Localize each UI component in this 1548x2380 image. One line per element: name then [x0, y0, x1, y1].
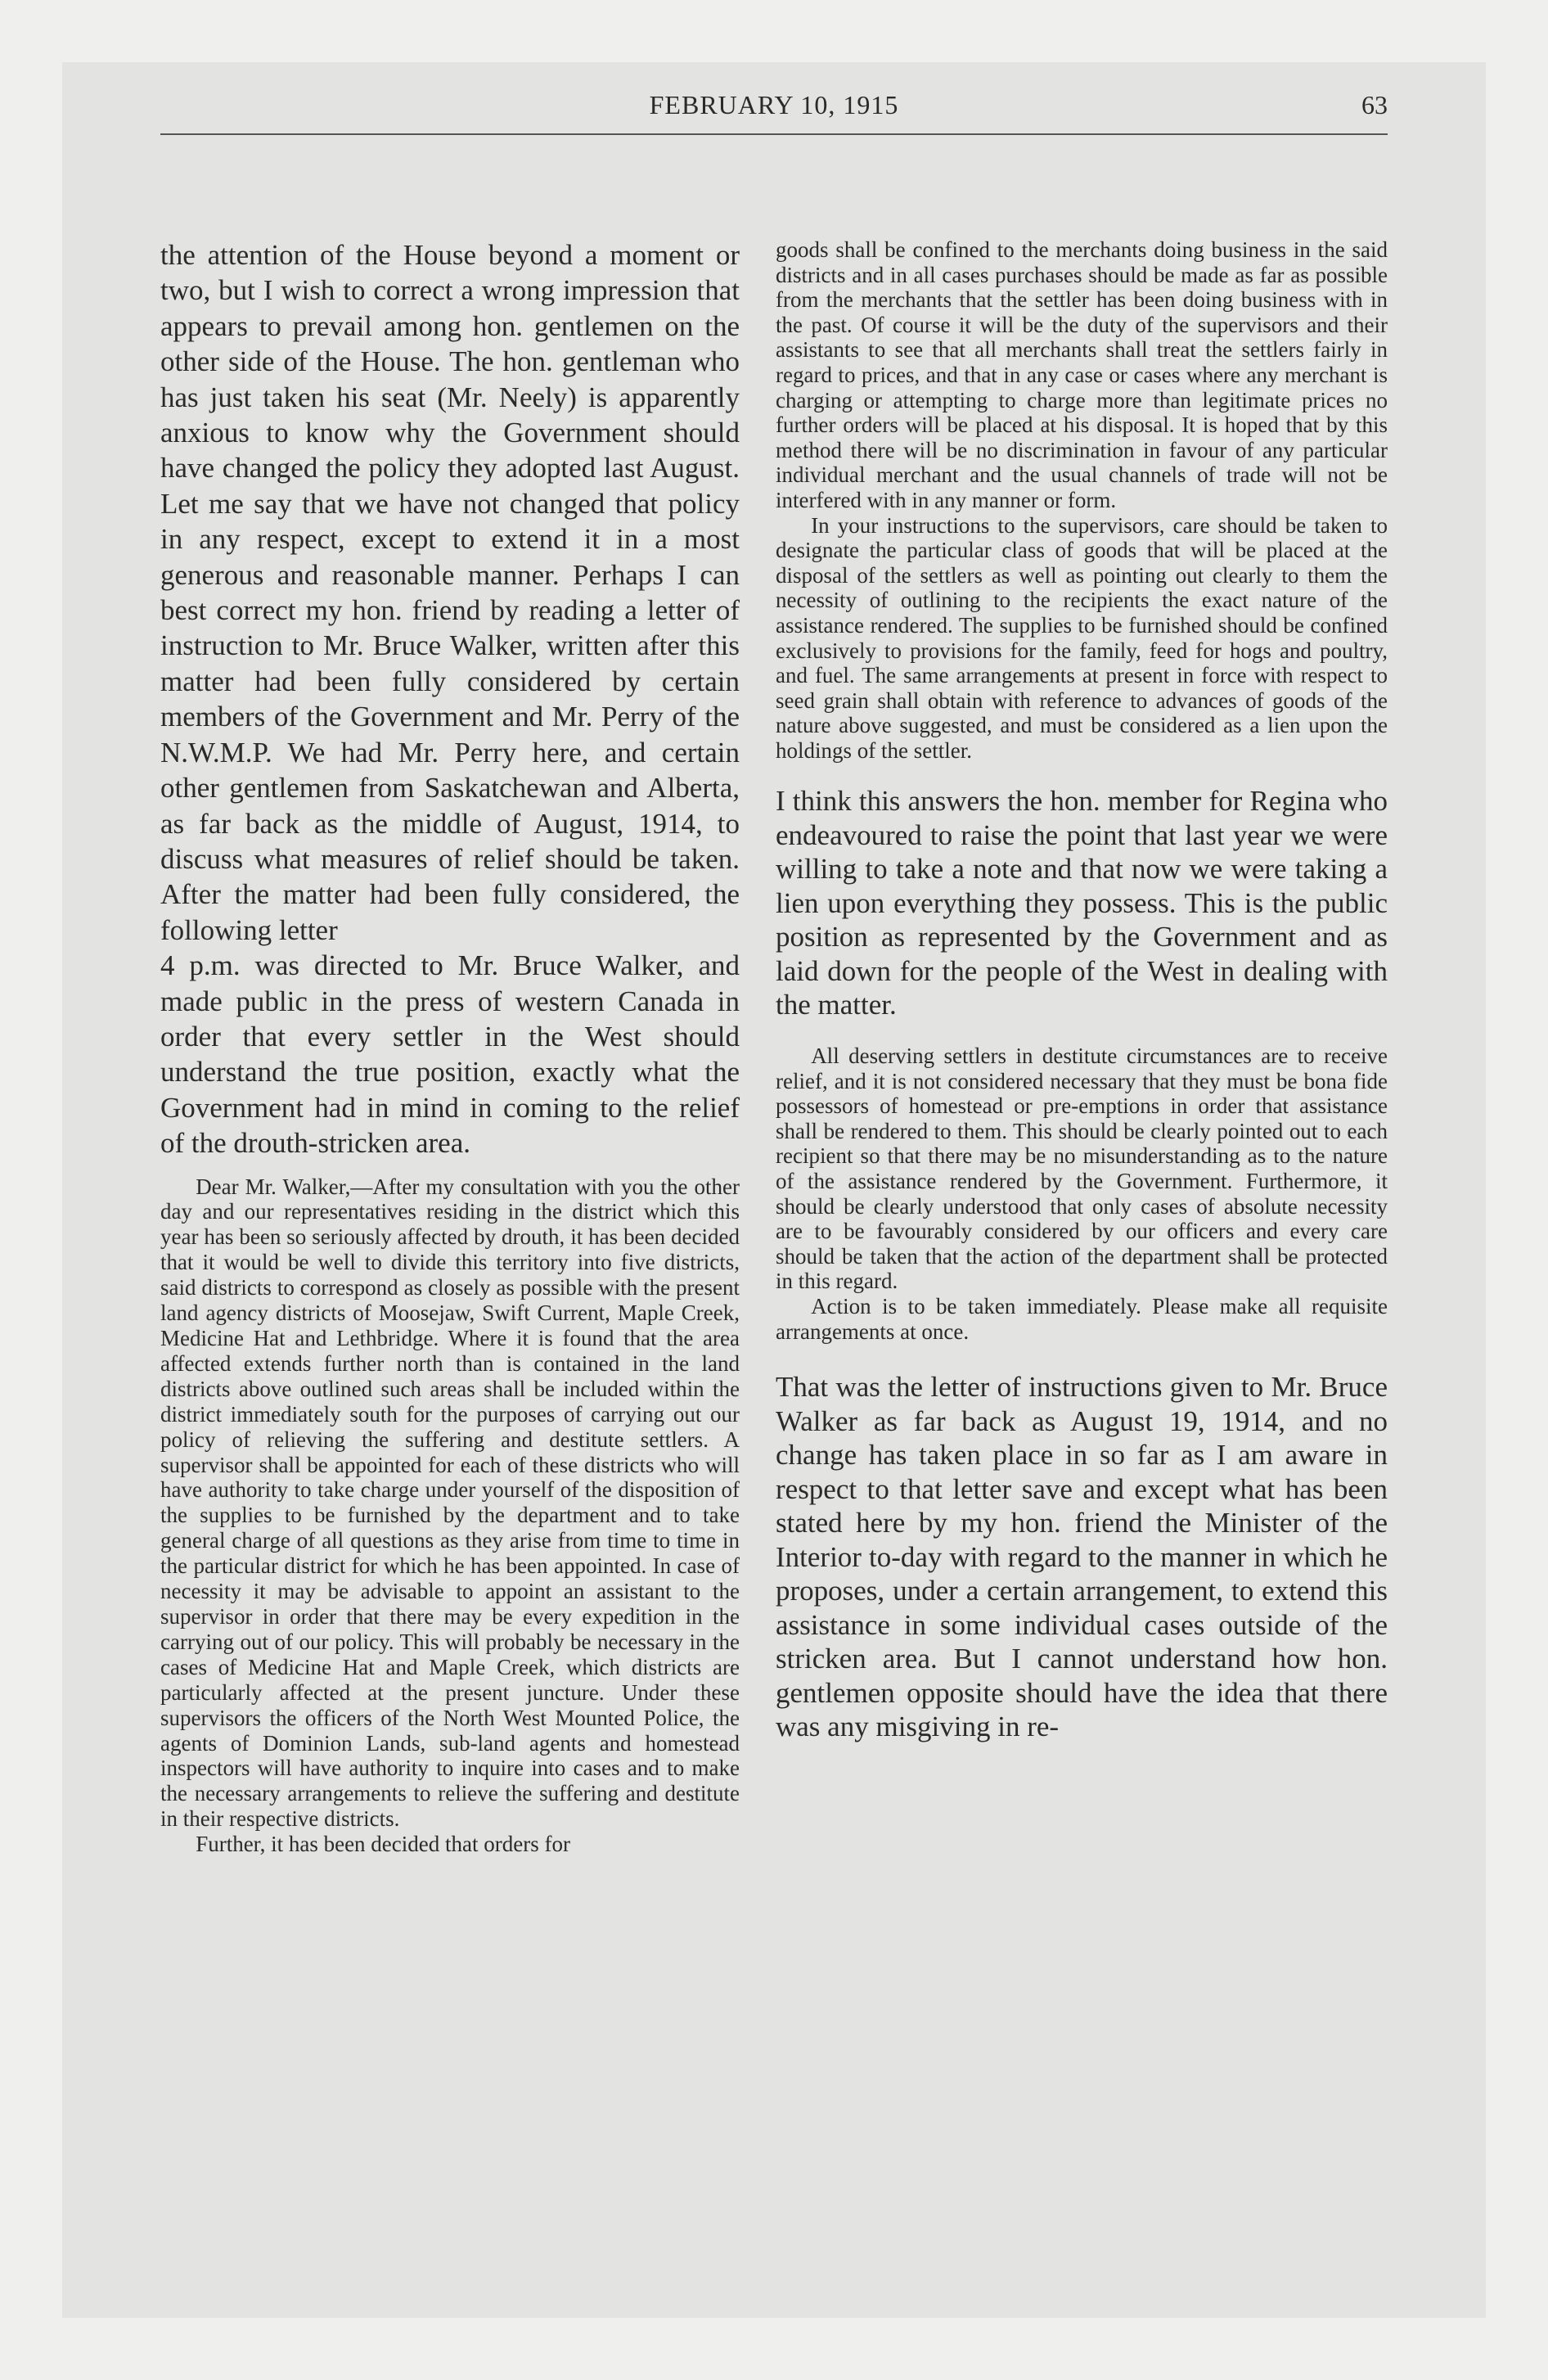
- speech-paragraph-2: 4 p.m. was directed to Mr. Bruce Walker, and made public in the press of western Canada in order that every settler in the West should understand the true position, exactly what the Government had in mind in coming to the relief of the drouth-stricken area.: [160, 949, 740, 1160]
- speech-paragraph-4: That was the letter of instructions given to Mr. Bruce Walker as far back as August 19, 1914, and no change has taken place in so far as I am aware in respect to that letter save and except what has been stated here by my hon. friend the Minister of the Interior to-day with regard to the manner in which he proposes, under a certain arrangement, to extend this assistance in some individual cases outside of the stricken area. But I cannot understand how hon. gentlemen opposite should have the idea that there was any misgiving in re-: [776, 1371, 1388, 1743]
- letter-text-left: [160, 1174, 740, 1857]
- right-column: [776, 237, 1388, 1744]
- speech-paragraph-3: I think this answers the hon. member for Regina who endeavoured to raise the point that last year we were willing to take a note and that now we were taking a lien upon everything they possess. This is the public position as represented by the Government and as laid down for the people of the West in dealing with the matter.: [776, 785, 1388, 1021]
- letter-paragraph-1: Dear Mr. Walker,—After my consultation with you the other day and our representatives residing in the district which this year has been so seriously affected by drouth, it has been decided that it would be well to divide this territory into five districts, said districts to correspond as closely as possible with the present land agency districts of Moosejaw, Swift Current, Maple Creek, Medicine Hat and Lethbridge. Where it is found that the area affected extends further north than is contained in the land districts above outlined such areas shall be included within the district immediately south for the purposes of carrying out our policy of relieving the suffering and destitute settlers. A supervisor shall be appointed for each of these districts who will have authority to take charge under yourself of the disposition of the supplies to be furnished by the department and to take general charge of all questions as they arise from time to time in the particular district for which he has been appointed. In case of necessity it may be advisable to appoint an assistant to the supervisor in order that there may be every expedition in the carrying out of our policy. This will probably be necessary in the cases of Medicine Hat and Maple Creek, which districts are particularly affected at the present juncture. Under these supervisors the officers of the North West Mounted Police, the agents of Dominion Lands, sub-land agents and homestead inspectors will have authority to inquire into cases and to make the necessary arrangements to relieve the suffering and destitute in their respective districts.: [160, 1174, 740, 1832]
- page-number: 63: [1361, 90, 1388, 119]
- page-header: [160, 90, 1388, 131]
- speech-paragraph-1: the attention of the House beyond a moment or two, but I wish to correct a wrong impression that appears to prevail among hon. gentlemen on the other side of the House. The hon. gentleman who has just taken his seat (Mr. Neely) is apparently anxious to know why the Government should have changed the policy they adopted last August. Let me say that we have not changed that policy in any respect, except to extend it in a most generous and reasonable manner. Perhaps I can best correct my hon. friend by reading a letter of instruction to Mr. Bruce Walker, written after this matter had been fully considered by certain members of the Government and Mr. Perry of the N.W.M.P. We had Mr. Perry here, and certain other gentlemen from Saskatchewan and Alberta, as far back as the middle of August, 1914, to discuss what measures of relief should be taken. After the matter had been fully considered, the following letter: [160, 239, 740, 946]
- letter-continuation: goods shall be confined to the merchants doing business in the said districts and in all cases purchases should be made as far as possible from the merchants that the settler has been doing business with in the past. Of course it will be the duty of the supervisors and their assistants to see that all merchants shall treat the settlers fairly in regard to prices, and that in any case or cases where any merchant is charging or attempting to charge more than legitimate prices no further orders will be placed at his disposal. It is hoped that by this method there will be no discrimination in favour of any particular individual merchant and the usual channels of trade will not be interfered with in any manner or form.: [776, 237, 1388, 512]
- letter-text-right-2: [776, 1044, 1388, 1344]
- letter-paragraph-4: All deserving settlers in destitute circumstances are to receive relief, and it is not considered necessary that they must be bona fide possessors of homestead or pre-emptions in order that assistance shall be rendered to them. This should be clearly pointed out to each recipient so that there may be no misunderstanding as to the nature of the assistance rendered by the Government. Furthermore, it should be clearly understood that only cases of absolute necessity are to be favourably considered by our officers and every care should be taken that the action of the department shall be protected in this regard.: [776, 1043, 1388, 1294]
- header-rule: [160, 133, 1388, 135]
- letter-paragraph-2: Further, it has been decided that orders for: [196, 1832, 570, 1857]
- left-column: [160, 237, 740, 1857]
- header-date: FEBRUARY 10, 1915: [649, 90, 899, 119]
- speech-text-left: [160, 237, 740, 1161]
- letter-paragraph-3: In your instructions to the supervisors, care should be taken to designate the particular class of goods that will be placed at the disposal of the settlers as well as pointing out clearly to them the necessity of outlining to the recipients the exact nature of the assistance rendered. The supplies to be furnished should be confined exclusively to provisions for the family, feed for hogs and poultry, and fuel. The same arrangements at present in force with respect to seed grain shall obtain with reference to advances of goods of the nature above suggested, and must be considered as a lien upon the holdings of the settler.: [776, 512, 1388, 763]
- letter-paragraph-5: Action is to be taken immediately. Please make all requisite arrangements at once.: [776, 1293, 1388, 1344]
- letter-text-right: [776, 237, 1388, 763]
